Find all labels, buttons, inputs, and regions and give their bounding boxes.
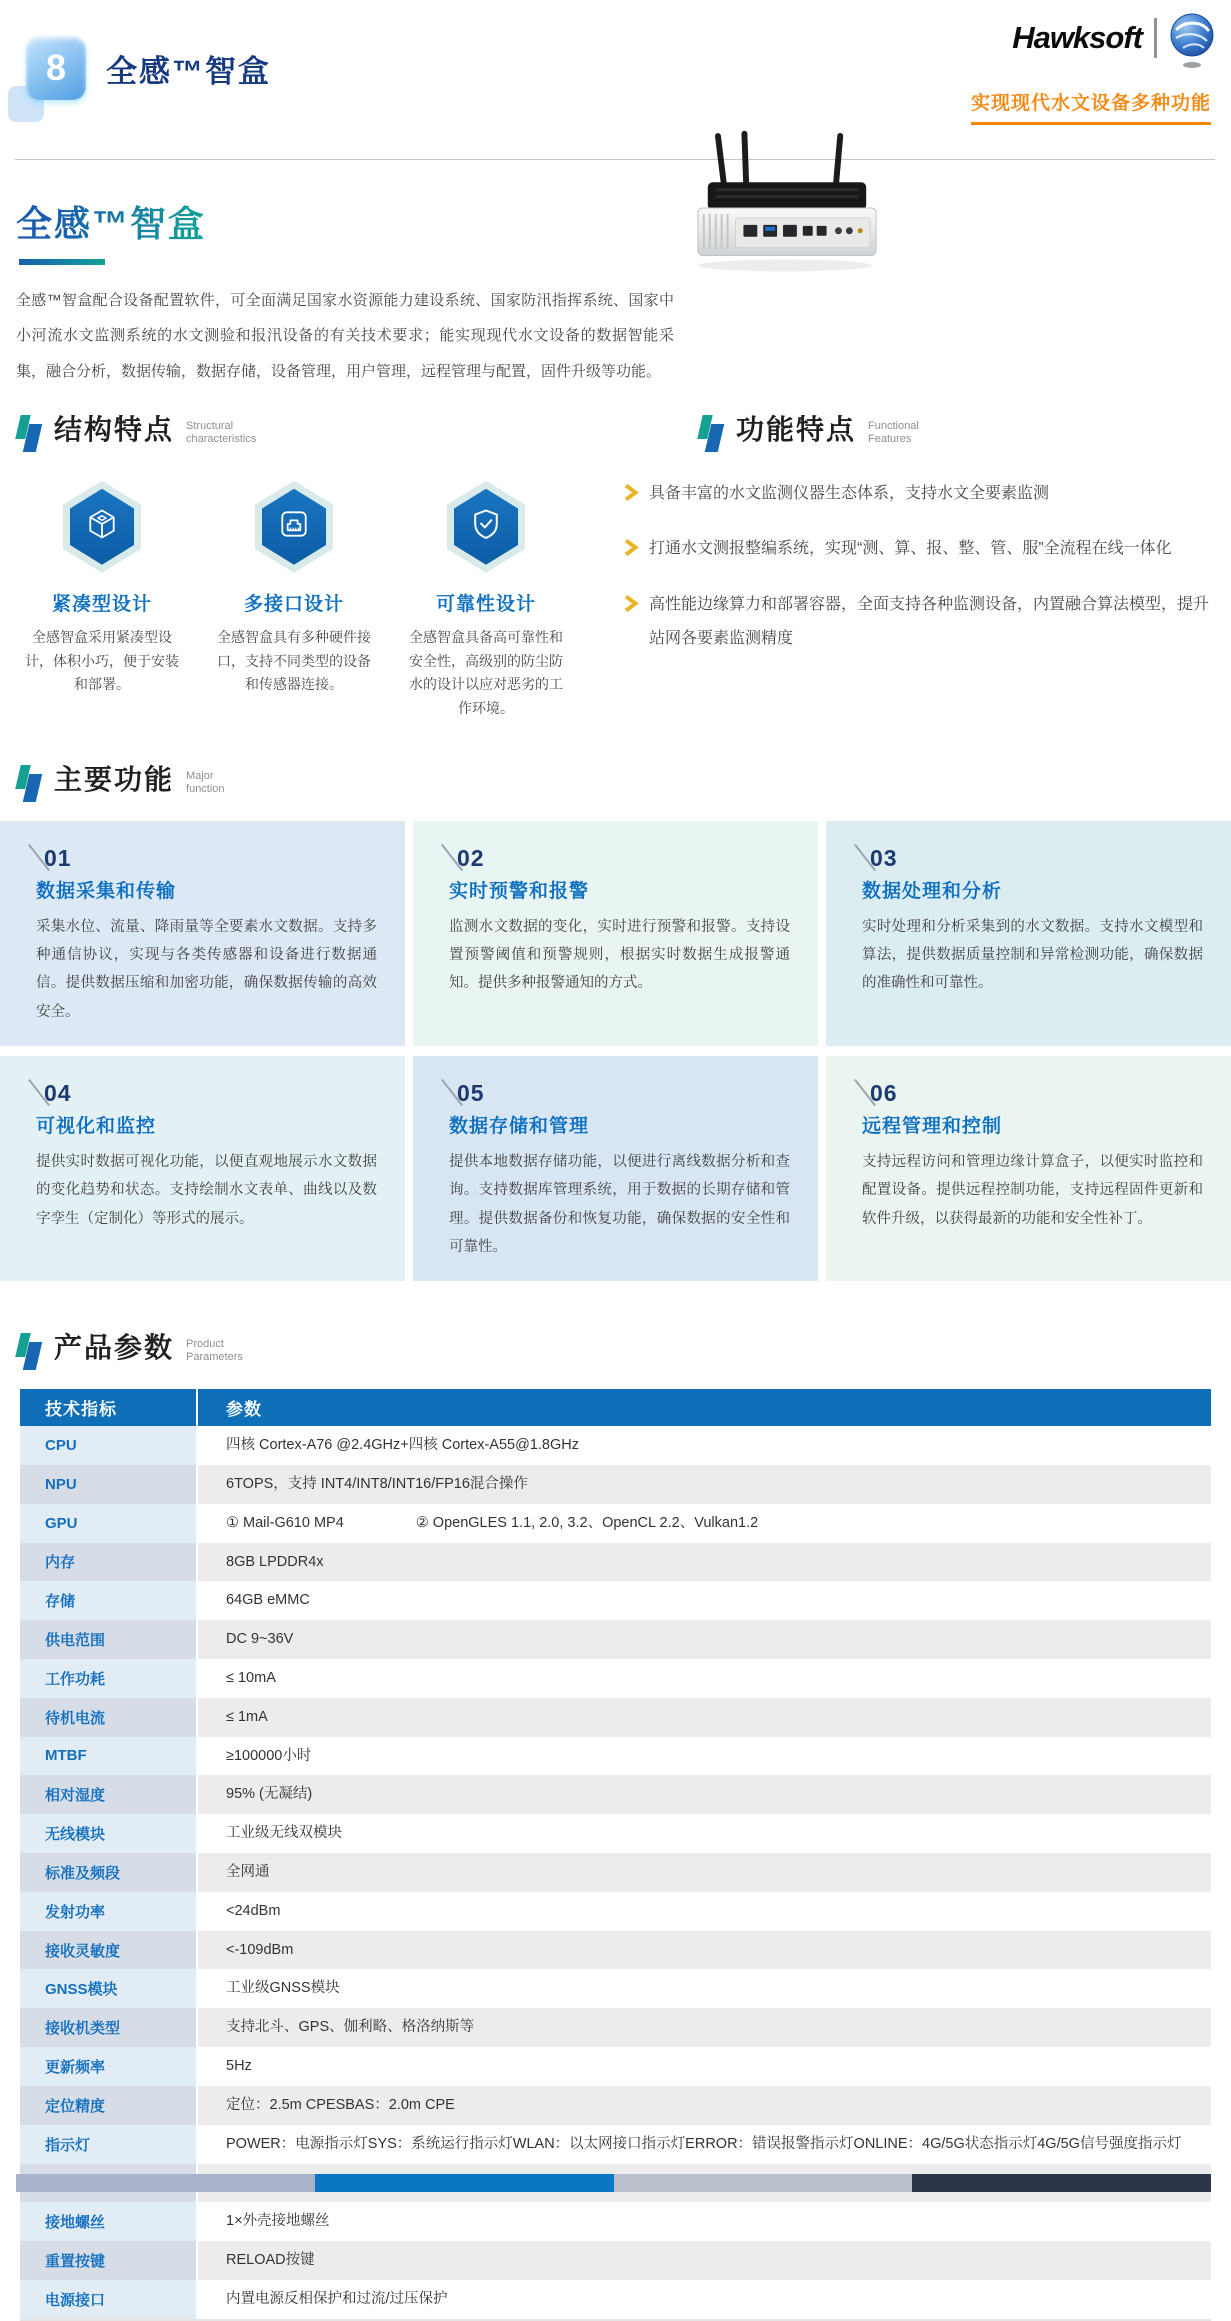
ethernet-port-icon xyxy=(276,506,312,547)
card-description: 实时处理和分析采集到的水文数据。支持水文模型和算法，提供数据质量控制和异常检测功能，确保数据的准确性和可靠性。 xyxy=(862,918,1203,992)
table-row xyxy=(20,2202,1211,2241)
feature-card xyxy=(413,1056,818,1281)
row-value: POWER：电源指示灯SYS：系统运行指示灯WLAN：以太网接口指示灯ERROR：错误报警指示灯ONLINE：4G/5G状态指示灯4G/5G信号强度指示灯 xyxy=(198,2125,1211,2164)
row-value: <-109dBm xyxy=(198,1931,1211,1970)
feature-hexagon xyxy=(447,481,525,573)
row-value: 5Hz xyxy=(198,2047,1211,2086)
row-label: GNSS模块 xyxy=(20,1969,198,2008)
major-section xyxy=(0,763,1231,1281)
table-row xyxy=(20,1698,1211,1737)
section-subtitle: Functional Features xyxy=(868,419,919,445)
row-value: 1×外壳接地螺丝 xyxy=(198,2202,1211,2241)
row-value: 95% (无凝结) xyxy=(198,1775,1211,1814)
row-value: ≤ 1mA xyxy=(198,1698,1211,1737)
row-label: 接收灵敏度 xyxy=(20,1931,198,1970)
row-label: 接地螺丝 xyxy=(20,2202,198,2241)
section-title: 主要功能 xyxy=(54,763,175,795)
table-row xyxy=(20,1853,1211,1892)
row-value: 内置电源反相保护和过流/过压保护 xyxy=(198,2280,1211,2319)
ribbon-icon xyxy=(698,415,724,455)
row-label: NPU xyxy=(20,1465,198,1504)
row-label: 更新频率 xyxy=(20,2047,198,2086)
feature-title: 紧凑型设计 xyxy=(51,593,152,615)
table-row xyxy=(20,1465,1211,1504)
section-number-badge: 8 xyxy=(26,36,86,100)
row-value: 64GB eMMC xyxy=(198,1581,1211,1620)
chevron-icon xyxy=(624,595,638,655)
table-row xyxy=(20,2125,1211,2164)
feature-card xyxy=(826,821,1231,1046)
row-label: 内存 xyxy=(20,1543,198,1582)
feature-title: 多接口设计 xyxy=(243,593,344,615)
row-label: 发射功率 xyxy=(20,1892,198,1931)
feature-description: 全感智盒具有多种硬件接口，支持不同类型的设备和传感器连接。 xyxy=(217,628,371,693)
card-description: 采集水位、流量、降雨量等全要素水文数据。支持多种通信协议，实现与各类传感器和设备进行数据通信。提供数据压缩和加密功能，确保数据传输的高效安全。 xyxy=(36,918,377,1020)
intro-description: 全感™智盒配合设备配置软件，可全面满足国家水资源能力建设系统、国家防汛指挥系统、国家中小河流水文监测系统的水文测验和报汛设备的有关技术要求；能实现现代水文设备的数据智能采集，融合分析，数据传输，数据存储，设备管理，用户管理，远程管理与配置，固件升级等功能。 xyxy=(16,292,674,380)
page-footer xyxy=(16,2174,1211,2192)
col-header-indicator: 技术指标 xyxy=(20,1389,198,1426)
row-label: GPU xyxy=(20,1504,198,1543)
row-value: 工业级无线双模块 xyxy=(198,1814,1211,1853)
bullet-item xyxy=(624,477,1217,511)
card-description: 监测水文数据的变化，实时进行预警和报警。支持设置预警阈值和预警规则，根据实时数据生成报警通知。提供多种报警通知的方式。 xyxy=(449,918,790,992)
cube-icon xyxy=(84,506,120,547)
section-title: 功能特点 xyxy=(736,413,857,445)
bullet-item xyxy=(624,532,1217,566)
feature-card xyxy=(0,821,405,1046)
row-value: 定位：2.5m CPESBAS：2.0m CPE xyxy=(198,2086,1211,2125)
card-description: 提供本地数据存储功能，以便进行离线数据分析和查询。支持数据库管理系统，用于数据的长期存储和管理。提供数据备份和恢复功能，确保数据的安全性和可靠性。 xyxy=(449,1154,790,1255)
row-value: <24dBm xyxy=(198,1892,1211,1931)
card-number: 04 xyxy=(36,1080,72,1107)
card-title: 数据处理和分析 xyxy=(862,880,1003,902)
table-row xyxy=(20,1775,1211,1814)
table-row xyxy=(20,1426,1211,1465)
feature-item xyxy=(214,481,374,721)
card-number: 02 xyxy=(449,845,485,872)
row-label: 定位精度 xyxy=(20,2086,198,2125)
bullet-item xyxy=(624,588,1217,655)
row-label: 存储 xyxy=(20,1581,198,1620)
bullet-text: 打通水文测报整编系统，实现“测、算、报、整、管、服”全流程在线一体化 xyxy=(649,540,1172,558)
feature-card xyxy=(0,1056,405,1281)
bullet-text: 高性能边缘算力和部署容器，全面支持各种监测设备，内置融合算法模型，提升站网各要素监测精度 xyxy=(649,595,1210,647)
table-row xyxy=(20,1659,1211,1698)
structural-heading xyxy=(16,413,616,455)
table-row xyxy=(20,1504,1211,1543)
row-label: 接收机类型 xyxy=(20,2008,198,2047)
table-row xyxy=(20,1931,1211,1970)
table-row xyxy=(20,1737,1211,1776)
card-number: 05 xyxy=(449,1080,485,1107)
brand-divider xyxy=(1154,18,1157,58)
row-value: DC 9~36V xyxy=(198,1620,1211,1659)
row-value: ≥100000小时 xyxy=(198,1737,1211,1776)
table-row xyxy=(20,1969,1211,2008)
row-label: CPU xyxy=(20,1426,198,1465)
table-header xyxy=(20,1389,1211,1426)
shield-check-icon xyxy=(468,506,504,547)
ribbon-icon xyxy=(16,765,42,805)
card-title: 数据存储和管理 xyxy=(449,1116,590,1137)
row-label: 重置按键 xyxy=(20,2241,198,2280)
section-subtitle: Structural characteristics xyxy=(186,419,257,445)
row-label: 指示灯 xyxy=(20,2125,198,2164)
col-header-value: 参数 xyxy=(226,1400,262,1420)
feature-description: 全感智盒具备高可靠性和安全性，高级别的防尘防水的设计以应对恶劣的工作环境。 xyxy=(409,628,563,717)
section-title: 产品参数 xyxy=(54,1332,175,1364)
table-row xyxy=(20,2047,1211,2086)
functional-section xyxy=(616,413,1231,721)
feature-title: 可靠性设计 xyxy=(435,593,536,615)
product-image xyxy=(686,130,884,285)
row-value: ≤ 10mA xyxy=(198,1659,1211,1698)
row-value: RELOAD按键 xyxy=(198,2241,1211,2280)
tagline: 实现现代水文设备多种功能 xyxy=(971,88,1211,125)
card-title: 数据采集和传输 xyxy=(36,880,177,902)
row-value: 工业级GNSS模块 xyxy=(198,1969,1211,2008)
params-heading xyxy=(16,1331,1231,1373)
section-title: 结构特点 xyxy=(54,413,175,445)
header-divider xyxy=(15,159,1215,160)
section-subtitle: Product Parameters xyxy=(186,1338,243,1364)
section-subtitle: Major function xyxy=(186,769,225,796)
page-title: 全感™智盒 xyxy=(106,54,271,89)
footer-segment xyxy=(912,2174,1211,2192)
feature-card xyxy=(826,1056,1231,1281)
function-cards xyxy=(0,821,1231,1281)
bullet-text: 具备丰富的水文监测仪器生态体系，支持水文全要素监测 xyxy=(649,484,1050,502)
card-description: 支持远程访问和管理边缘计算盒子，以便实时监控和配置设备。提供远程控制功能，支持远程固件更新和软件升级，以获得最新的功能和安全性补丁。 xyxy=(862,1154,1203,1227)
row-label: 供电范围 xyxy=(20,1620,198,1659)
row-label: MTBF xyxy=(20,1737,198,1776)
row-label: 相对湿度 xyxy=(20,1775,198,1814)
card-title: 远程管理和控制 xyxy=(862,1116,1003,1137)
table-row xyxy=(20,2280,1211,2319)
footer-segment xyxy=(16,2174,315,2192)
row-label: 标准及频段 xyxy=(20,1853,198,1892)
card-number: 06 xyxy=(862,1080,898,1107)
row-value: 支持北斗、GPS、伽利略、格洛纳斯等 xyxy=(198,2008,1211,2047)
table-row xyxy=(20,1620,1211,1659)
table-row xyxy=(20,2008,1211,2047)
feature-item xyxy=(406,481,566,721)
footer-segment xyxy=(614,2174,913,2192)
row-label: 待机电流 xyxy=(20,1698,198,1737)
feature-description: 全感智盒采用紧凑型设计，体积小巧，便于安装和部署。 xyxy=(25,628,179,693)
card-number: 03 xyxy=(862,845,898,872)
feature-card xyxy=(413,821,818,1046)
page-header xyxy=(0,0,1231,160)
row-label: 工作功耗 xyxy=(20,1659,198,1698)
brand-logo xyxy=(1012,12,1215,77)
brand-text: Hawksoft xyxy=(1012,20,1142,55)
structural-features xyxy=(16,481,616,721)
ribbon-icon xyxy=(16,415,42,455)
row-value: 8GB LPDDR4x xyxy=(198,1543,1211,1582)
ribbon-icon xyxy=(16,1333,42,1373)
row-label: 电源接口 xyxy=(20,2280,198,2319)
table-row xyxy=(20,1543,1211,1582)
functional-bullets xyxy=(624,477,1231,655)
card-number: 01 xyxy=(36,845,72,872)
intro-underline xyxy=(19,259,105,265)
card-title: 实时预警和报警 xyxy=(449,880,590,902)
table-row xyxy=(20,1581,1211,1620)
feature-item xyxy=(22,481,182,721)
major-heading xyxy=(16,763,1231,805)
chevron-icon xyxy=(624,539,638,566)
row-value: 6TOPS，支持 INT4/INT8/INT16/FP16混合操作 xyxy=(198,1465,1211,1504)
intro-title: 全感™智盒 xyxy=(16,196,206,247)
params-section xyxy=(0,1331,1231,2321)
row-value: 全网通 xyxy=(198,1853,1211,1892)
row-value: ① Mail-G610 MP4 ② OpenGLES 1.1, 2.0, 3.2、OpenCL 2.2、Vulkan1.2 xyxy=(198,1504,1211,1543)
card-title: 可视化和监控 xyxy=(36,1116,157,1137)
functional-heading xyxy=(698,413,1231,455)
footer-segment xyxy=(315,2174,614,2192)
row-label: 无线模块 xyxy=(20,1814,198,1853)
globe-icon xyxy=(1169,12,1215,77)
table-row xyxy=(20,2241,1211,2280)
table-row xyxy=(20,2086,1211,2125)
feature-hexagon xyxy=(255,481,333,573)
feature-hexagon xyxy=(63,481,141,573)
table-row xyxy=(20,1814,1211,1853)
row-value: 四核 Cortex-A76 @2.4GHz+四核 Cortex-A55@1.8GHz xyxy=(198,1426,1211,1465)
card-description: 提供实时数据可视化功能，以便直观地展示水文数据的变化趋势和状态。支持绘制水文表单、曲线以及数字孪生（定制化）等形式的展示。 xyxy=(36,1154,377,1227)
intro-section xyxy=(0,160,1231,389)
features-columns xyxy=(0,413,1231,721)
table-row xyxy=(20,1892,1211,1931)
chevron-icon xyxy=(624,484,638,511)
structural-section xyxy=(16,413,616,721)
